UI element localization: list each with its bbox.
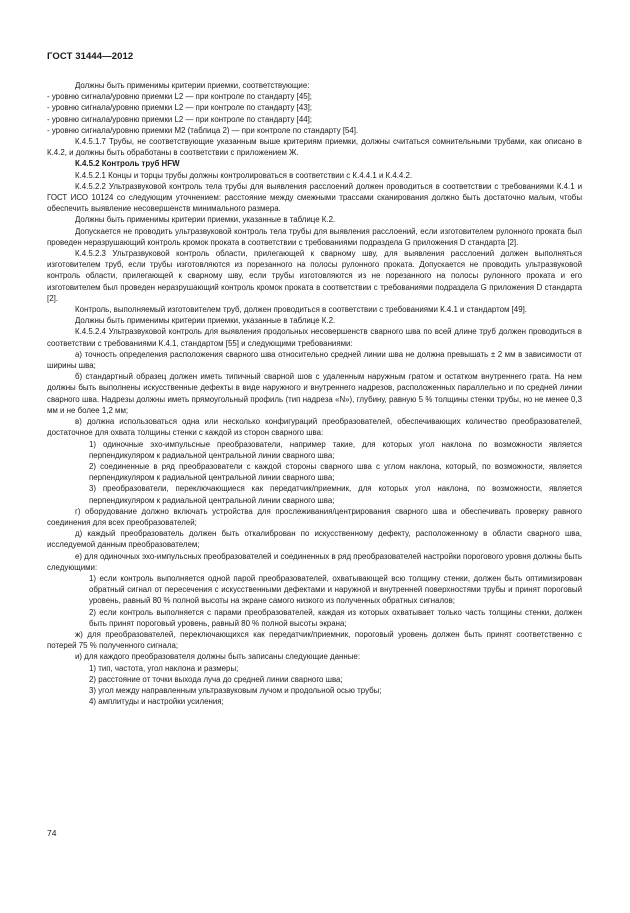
- paragraph: 3) угол между направленным ультразвуковым лучом и продольной осью трубы;: [89, 685, 382, 695]
- paragraph: К.4.5.2 Контроль труб HFW: [75, 159, 180, 169]
- paragraph: г) оборудование должно включать устройства для прослеживания/центрирования сварного шва и обеспечивать проверку равного соединения для всех преобразователей;: [47, 506, 582, 527]
- paragraph: К.4.5.2.4 Ультразвуковой контроль для выявления продольных несовершенств сварного шва по всей длине труб должен проводиться в соответствии с требованиями К.4.1, стандартом [55] и следующими требованиями:: [47, 327, 582, 348]
- paragraph: 1) если контроль выполняется одной парой преобразователей, охватывающей всю толщину стенки, должен быть оптимизирован обратный сигнал от пересечения с искусственными дефектами и наружной и внутренней поверхностями трубы и принят пороговый уровень, равный 80 % полной высоты на экране самого низкого из полученных обратных сигналов;: [89, 573, 582, 606]
- paragraph: 4) амплитуды и настройки усиления;: [89, 697, 224, 707]
- page-number: 74: [47, 828, 57, 838]
- paragraph: а) точность определения расположения сварного шва относительно средней линии шва не должна превышать ± 2 мм в зависимости от ширины шва;: [47, 349, 582, 371]
- paragraph: ж) для преобразователей, переключающихся как передатчик/приемник, пороговый уровень должен быть принят соответственно с потерей 75 % полученного сигнала;: [47, 629, 582, 651]
- paragraph: б) стандартный образец должен иметь типичный сварной шов с удаленным наружным гратом и остатком внутреннего грата. На нем должны быть выполнены искусственные дефекты в виде наружного и внутреннего надрезов, расположенных параллельно и по средней линии сварного шва. Надрезы должны иметь прямоугольный профиль (тип надреза «N»), глубину, равную 5 % толщины стенки трубы, но не менее 0,3 мм и не более 1,2 мм;: [47, 372, 582, 415]
- paragraph: 1) одиночные эхо-импульсные преобразователи, например такие, для которых угол наклона по возможности является перпендикуляром к радиальной центральной линии сварного шва;: [89, 439, 582, 460]
- paragraph: 3) преобразователи, переключающиеся как передатчик/приемник, для которых угол наклона, по возможности, является перпендикуляром к радиальной центральной линии сварного шва;: [89, 484, 582, 505]
- paragraph: 2) соединенные в ряд преобразователи с каждой стороны сварного шва с углом наклона, который, по возможности, является перпендикуляром к радиальной центральной линии сварного шва;: [89, 461, 582, 483]
- document-header: ГОСТ 31444—2012: [47, 51, 134, 62]
- paragraph: - уровню сигнала/уровню приемки L2 — при контроле по стандарту [43];: [47, 103, 312, 113]
- paragraph: 1) тип, частота, угол наклона и размеры;: [89, 663, 239, 673]
- paragraph: К.4.5.2.3 Ультразвуковой контроль области, прилегающей к сварному шву, для выявления расслоений должен выполняться изготовителем труб, если трубы изготовляются из порезанного на полосы рулонного проката. Допускается не проводить ультразвуковой контроль области, прилегающей к сварному шву, если трубы изготовляются из не порезанного на полосы рулонного проката и его изготовителем был проведен неразрушающий контроль кромок проката в соответствии с требованиями подраздела G приложения D стандарта [2].: [47, 249, 582, 303]
- paragraph: 2) расстояние от точки выхода луча до средней линии сварного шва;: [89, 674, 343, 684]
- paragraph: - уровню сигнала/уровню приемки L2 — при контроле по стандарту [45];: [47, 92, 312, 102]
- paragraph: 2) если контроль выполняется с парами преобразователей, каждая из которых охватывает только часть толщины стенки, должен быть принят пороговый уровень, равный 80 % полной высоты экрана;: [89, 607, 582, 628]
- paragraph: е) для одиночных эхо-импульсных преобразователей и соединенных в ряд преобразователей настройки порогового уровня должны быть следующими:: [47, 551, 582, 572]
- paragraph: К.4.5.1.7 Трубы, не соответствующие указанным выше критериям приемки, должны считаться сомнительными трубами, как описано в К.4.2, и должны быть обработаны в соответствии с приложением Ж.: [47, 137, 582, 158]
- paragraph: д) каждый преобразователь должен быть откалиброван по искусственному дефекту, расположенному в области сварного шва, исследуемой данным преобразователем;: [47, 529, 582, 550]
- paragraph: К.4.5.2.1 Концы и торцы трубы должны контролироваться в соответствии с К.4.4.1 и К.4.4.2.: [75, 170, 413, 180]
- paragraph: в) должна использоваться одна или несколько конфигураций преобразователей, обеспечивающих количество преобразователей, достаточное для охвата толщины стенки с каждой из сторон сварного шва:: [47, 417, 582, 438]
- paragraph: и) для каждого преобразователя должны быть записаны следующие данные:: [75, 652, 361, 662]
- paragraph: Допускается не проводить ультразвуковой контроль тела трубы для выявления расслоений, если изготовителем рулонного проката был проведен неразрушающий контроль кромок проката в соответствии с требованиями подраздела G приложения D стандарта [2].: [47, 226, 582, 247]
- paragraph: - уровню сигнала/уровню приемки M2 (таблица 2) — при контроле по стандарту [54].: [47, 125, 359, 135]
- document-body: [47, 80, 582, 707]
- paragraph: Должны быть применимы критерии приемки, соответствующие:: [75, 81, 310, 90]
- paragraph: Должны быть применимы критерии приемки, указанные в таблице К.2.: [75, 215, 336, 225]
- paragraph: К.4.5.2.2 Ультразвуковой контроль тела трубы для выявления расслоений должен проводиться в соответствии с требованиями К.4.1 и ГОСТ ИСО 10124 со следующим уточнением: расстояние между смежными трассами сканирования должно быть достаточно малым, чтобы обеспечить выявление несовершенств минимального размера.: [47, 181, 582, 214]
- paragraph: Контроль, выполняемый изготовителем труб, должен проводиться в соответствии с требованиями К.4.1 и стандартом [49].: [75, 305, 527, 315]
- paragraph: Должны быть применимы критерии приемки, указанные в таблице К.2.: [75, 316, 336, 326]
- paragraph: - уровню сигнала/уровню приемки L2 — при контроле по стандарту [44];: [47, 114, 312, 124]
